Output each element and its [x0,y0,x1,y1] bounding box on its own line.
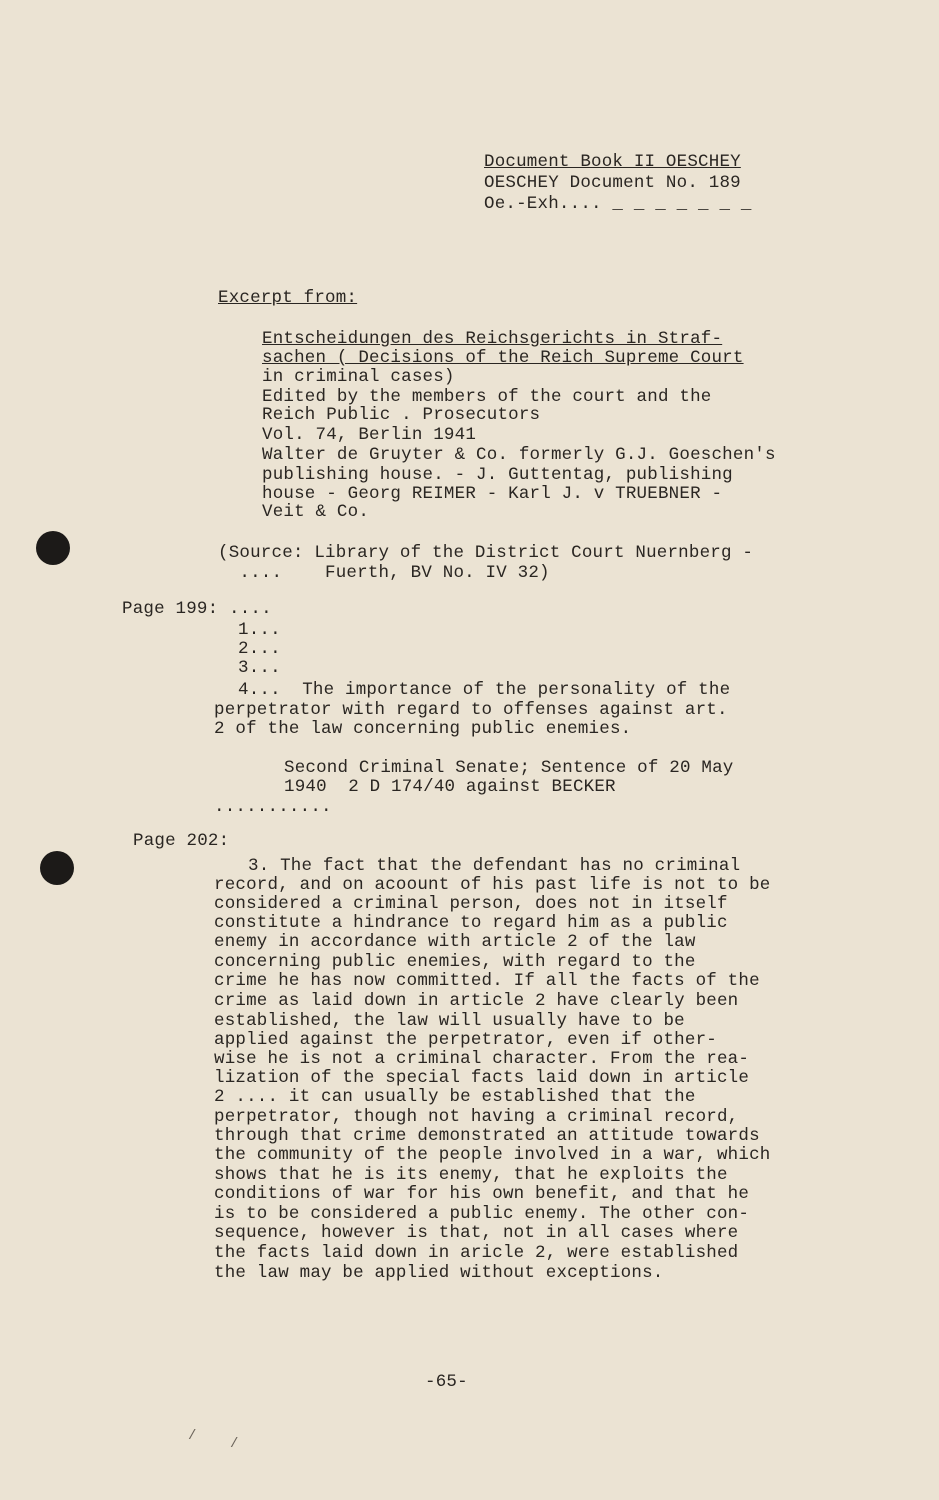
page-202-line: the law may be applied without exceptions. [214,1263,664,1283]
page-199-item-4: perpetrator with regard to offenses against art. [214,700,728,720]
header-exhibit: Oe.-Exh.... _ _ _ _ _ _ _ [484,194,752,214]
page-202-line: considered a criminal person, does not in itself [214,894,728,914]
page-202-line: concerning public enemies, with regard to the [214,952,696,972]
page-199-item: 1... [238,620,281,640]
page-202-line: through that crime demonstrated an attitude towards [214,1126,760,1146]
page-199-citation: Second Criminal Senate; Sentence of 20 May [284,758,734,778]
page-202-line: shows that he is its enemy, that he exploits the [214,1165,728,1185]
pencil-mark: / [230,1436,239,1452]
page-202-line: constitute a hindrance to regard him as a public [214,913,728,933]
header-doc-number: OESCHEY Document No. 189 [484,173,741,193]
page-202-line: crime as laid down in article 2 have clearly been [214,991,739,1011]
source-note-line: (Source: Library of the District Court Nuernberg - [218,543,754,563]
source-line: Edited by the members of the court and the [262,387,712,407]
source-line: publishing house. - J. Guttentag, publishing [262,465,733,485]
source-line: in criminal cases) [262,367,455,387]
page-202-line: established, the law will usually have to be [214,1011,685,1031]
source-line: Vol. 74, Berlin 1941 [262,425,477,445]
page-202-line: record, and on acoount of his past life is not to be [214,875,771,895]
source-line: Reich Public . Prosecutors [262,405,541,425]
source-line: house - Georg REIMER - Karl J. v TRUEBNER - [262,484,723,504]
page-202-line: the community of the people involved in a war, which [214,1145,771,1165]
page-202-line: is to be considered a public enemy. The other con- [214,1204,750,1224]
page-202-line: perpetrator, though not having a criminal record, [214,1107,739,1127]
page-202-line: enemy in accordance with article 2 of the law [214,932,696,952]
header-doc-book: Document Book II OESCHEY [484,152,741,172]
page-199-item-4: 4... The importance of the personality of the [238,680,731,700]
page-number: -65- [425,1372,468,1392]
page-202-line: lization of the special facts laid down in article [214,1068,750,1088]
source-line: Veit & Co. [262,502,370,522]
source-line: Entscheidungen des Reichsgerichts in Straf- [262,329,723,349]
page-199-item: 2... [238,639,281,659]
punch-hole-lower [40,851,74,885]
pencil-mark: / [188,1428,197,1444]
page-199-citation: 1940 2 D 174/40 against BECKER [284,777,616,797]
page-202-line: wise he is not a criminal character. From the rea- [214,1049,750,1069]
page-202-line: crime he has now committed. If all the facts of the [214,971,760,991]
source-note-line: .... Fuerth, BV No. IV 32) [218,563,550,583]
page-199-dots: ........... [214,797,332,817]
page-199-item: 3... [238,658,281,678]
page-202-line: the facts laid down in aricle 2, were established [214,1243,739,1263]
page-199-item-4: 2 of the law concerning public enemies. [214,719,632,739]
source-line: sachen ( Decisions of the Reich Supreme Court [262,348,744,368]
page-202-line: sequence, however is that, not in all cases where [214,1223,739,1243]
page-202-line: 2 .... it can usually be established that the [214,1087,696,1107]
source-line: Walter de Gruyter & Co. formerly G.J. Goeschen's [262,445,776,465]
page-202-line: conditions of war for his own benefit, and that he [214,1184,750,1204]
page-202-line: 3. The fact that the defendant has no criminal [248,856,741,876]
page-202-label: Page 202: [133,831,230,851]
page-199-label: Page 199: .... [122,599,272,619]
page-202-line: applied against the perpetrator, even if other- [214,1030,717,1050]
excerpt-label: Excerpt from: [218,288,358,308]
punch-hole-upper [36,531,70,565]
